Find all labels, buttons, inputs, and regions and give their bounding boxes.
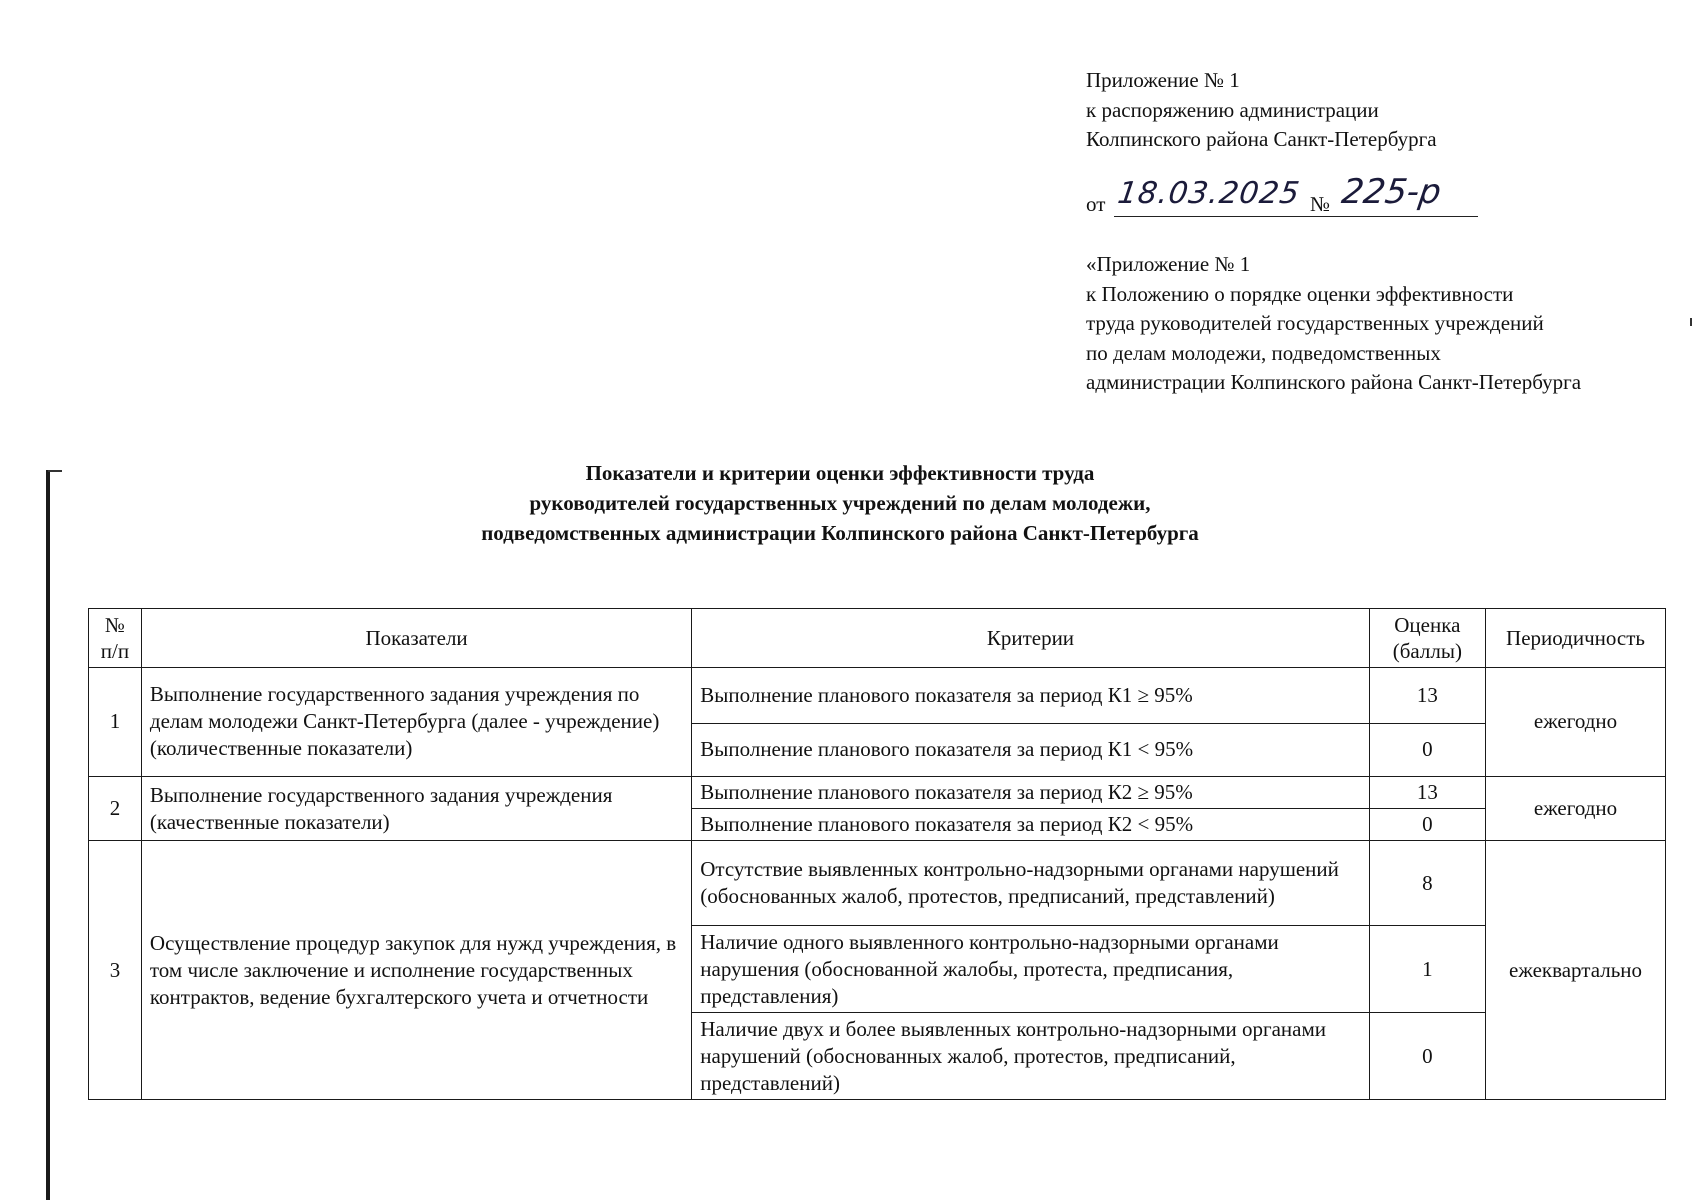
criterion-cell: Выполнение планового показателя за период К2 < 95% [692,809,1369,841]
score-cell: 13 [1369,776,1485,808]
table-row [89,776,1666,808]
row-number: 1 [89,667,142,776]
table-row [89,841,1666,926]
title-line: Показатели и критерии оценки эффективности труда [585,461,1095,485]
col-header-period: Периодичность [1486,609,1666,668]
col-header-num: № п/п [89,609,142,668]
annex-reference [1086,250,1686,398]
score-cell: 13 [1369,667,1485,724]
row-number: 2 [89,776,142,841]
annex-line: «Приложение № 1 [1086,252,1251,276]
table-header-row [89,609,1666,668]
annex-line: по делам молодежи, подведомственных [1086,340,1441,365]
col-header-criteria: Критерии [692,609,1369,668]
page-binding-edge [46,470,50,1200]
score-cell: 0 [1369,809,1485,841]
title-line: подведомственных администрации Колпинского района Санкт-Петербурга [481,521,1199,545]
indicator-cell: Выполнение государственного задания учреждения по делам молодежи Санкт-Петербурга (далее - учреждение) (количественные показатели) [141,667,691,776]
number-underline [1338,216,1478,217]
order-reference [1086,172,1506,222]
table-row [89,667,1666,724]
indicator-cell: Выполнение государственного задания учреждения (качественные показатели) [141,776,691,841]
appendix-header [1086,66,1666,155]
scan-mark [1690,318,1692,326]
document-title [360,458,1320,548]
criterion-cell: Наличие одного выявленного контрольно-надзорными органами нарушения (обоснованной жалобы, протеста, предписания, представления) [692,926,1369,1013]
criterion-cell: Выполнение планового показателя за период К1 ≥ 95% [692,667,1369,724]
handwritten-date: 18.03.2025 [1115,176,1303,211]
date-prefix: от [1086,192,1106,216]
period-cell: ежегодно [1486,776,1666,841]
period-cell: ежеквартально [1486,841,1666,1100]
score-cell: 1 [1369,926,1485,1013]
criterion-cell: Наличие двух и более выявленных контрольно-надзорными органами нарушений (обоснованных жалоб, протестов, предписаний, представлений) [692,1013,1369,1100]
period-cell: ежегодно [1486,667,1666,776]
col-header-score: Оценка (баллы) [1369,609,1485,668]
header-line: Колпинского района Санкт-Петербурга [1086,127,1437,151]
row-number: 3 [89,841,142,1100]
criteria-table [88,608,1666,1100]
header-line: к распоряжению администрации [1086,97,1379,122]
criterion-cell: Выполнение планового показателя за период К1 < 95% [692,724,1369,777]
number-prefix: № [1310,192,1331,216]
annex-line: к Положению о порядке оценки эффективности [1086,281,1514,306]
title-line: руководителей государственных учреждений по делам молодежи, [529,491,1151,515]
score-cell: 0 [1369,1013,1485,1100]
annex-line: труда руководителей государственных учреждений [1086,311,1544,335]
criterion-cell: Выполнение планового показателя за период К2 ≥ 95% [692,776,1369,808]
annex-line: администрации Колпинского района Санкт-Петербурга [1086,370,1582,394]
score-cell: 8 [1369,841,1485,926]
binding-mark [48,470,62,472]
score-cell: 0 [1369,724,1485,777]
col-header-indicator: Показатели [141,609,691,668]
header-line: Приложение № 1 [1086,68,1240,92]
handwritten-number: 225-р [1339,172,1444,212]
indicator-cell: Осуществление процедур закупок для нужд учреждения, в том числе заключение и исполнение государственных контрактов, ведение бухгалтерского учета и отчетности [141,841,691,1100]
criterion-cell: Отсутствие выявленных контрольно-надзорными органами нарушений (обоснованных жалоб, протестов, предписаний, представлений) [692,841,1369,926]
